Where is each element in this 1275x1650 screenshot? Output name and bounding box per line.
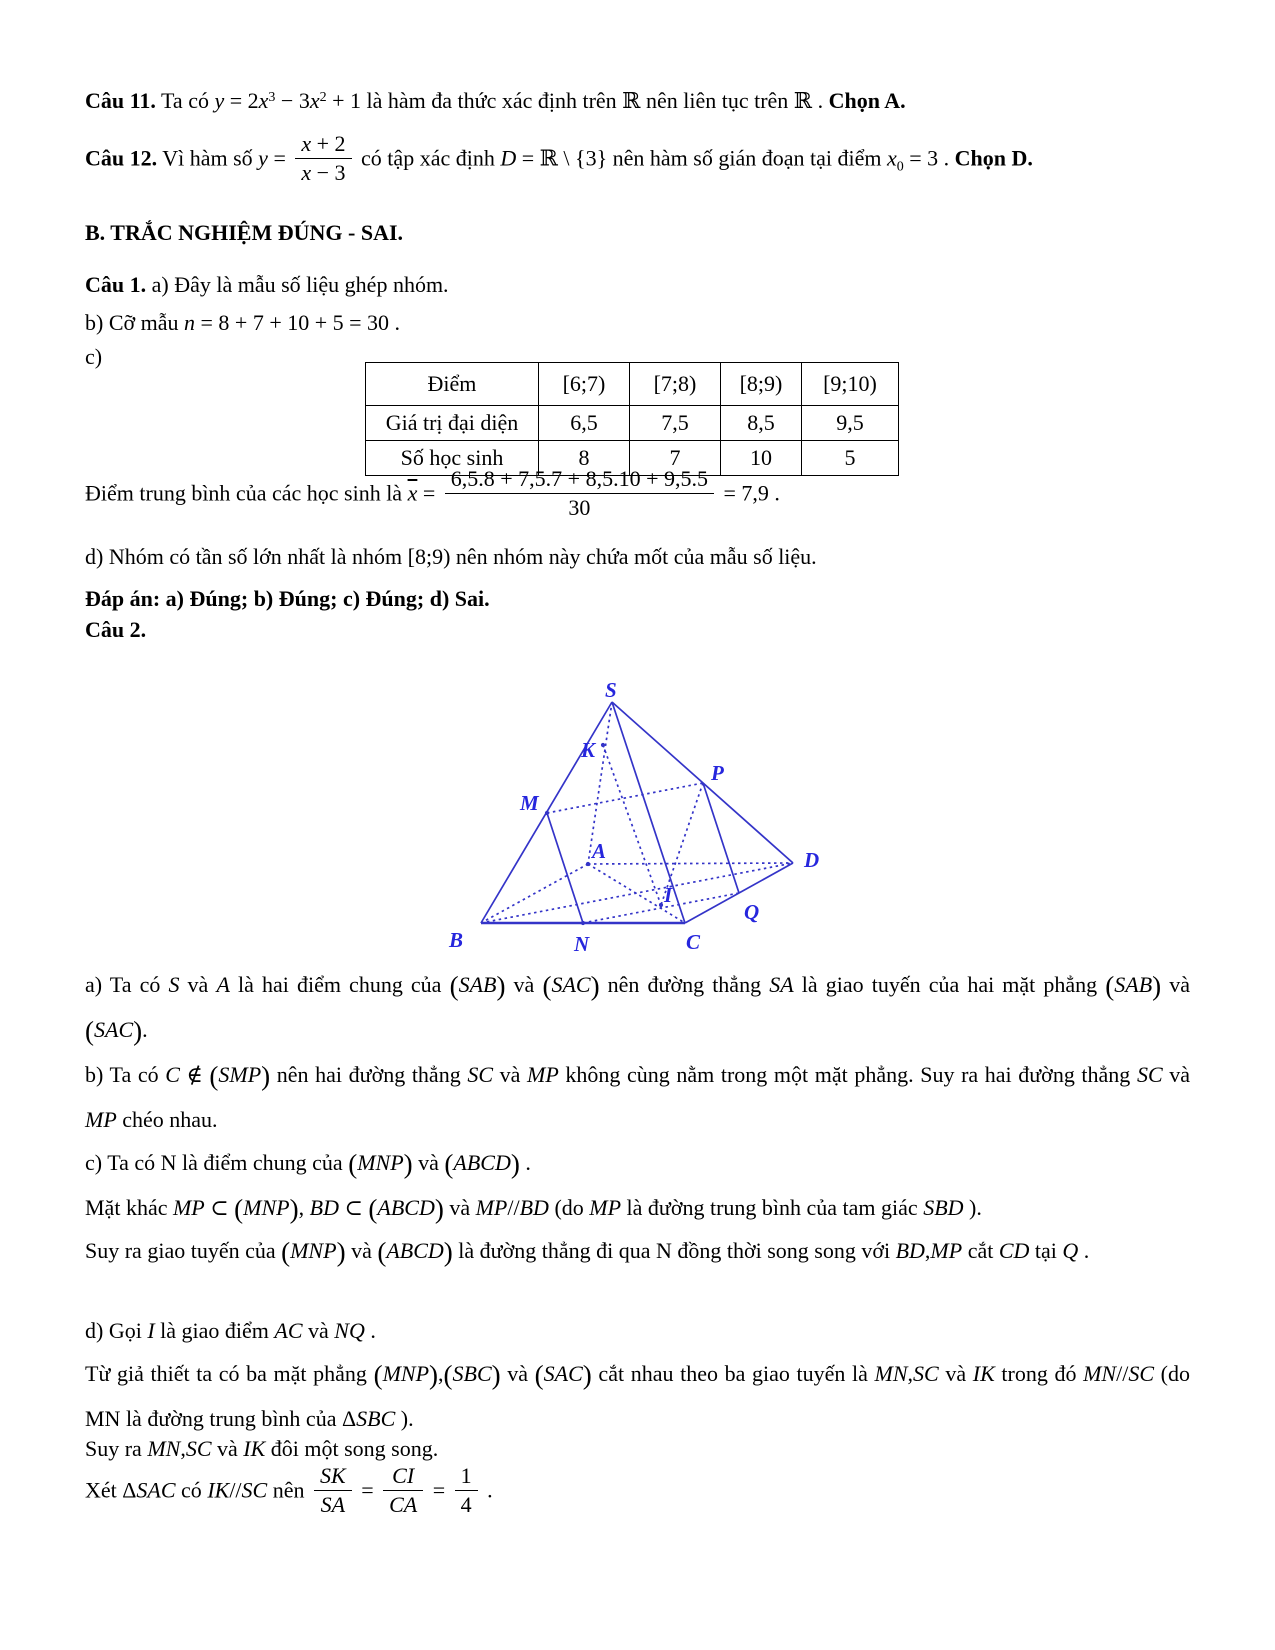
text-segment: c) Ta có N là điểm chung của [85, 1150, 349, 1175]
q2-part-c-line2 [85, 1185, 1190, 1230]
text-segment: b) Ta có [85, 1062, 166, 1087]
text-segment: Xét Δ [85, 1477, 137, 1503]
text-segment: Ta có [155, 88, 215, 113]
text-segment: ( [443, 1360, 453, 1390]
text-segment: và [302, 1318, 335, 1343]
math-segment: SAB [1114, 972, 1153, 997]
point-label-A: A [592, 839, 607, 863]
table-row [366, 406, 899, 441]
point-label-I: I [664, 883, 673, 907]
math-segment: x [301, 160, 312, 185]
math-segment: SMP [218, 1062, 262, 1087]
text-segment: 2 [319, 90, 327, 105]
math-segment: BD [519, 1195, 549, 1220]
point-label-Q: Q [744, 900, 760, 924]
text-segment: + 2 [311, 131, 346, 156]
text-segment: Câu 2. [85, 617, 147, 642]
table-cell: 7 [630, 441, 721, 476]
text-segment: = 2 [224, 88, 259, 113]
text-segment: ⊂ [204, 1195, 235, 1220]
text-segment: ( [449, 971, 459, 1001]
math-segment: MP [475, 1195, 508, 1220]
math-segment: SBD [923, 1195, 964, 1220]
q2-part-b-solution [85, 1052, 1190, 1142]
point-label-M: M [520, 791, 539, 815]
text-segment: 30 [568, 495, 591, 520]
math-segment: MP [85, 1107, 117, 1132]
text-segment: nên hai đường thẳng [270, 1062, 468, 1087]
question-11-solution [85, 75, 1190, 123]
text-segment: . [364, 1318, 376, 1343]
math-segment: SC [1128, 1361, 1155, 1386]
text-segment: ) [582, 1360, 592, 1390]
text-segment [455, 1462, 478, 1490]
text-segment: Câu 12. [85, 145, 158, 171]
text-segment: ( [542, 971, 552, 1001]
text-segment: ( [444, 1149, 454, 1179]
point-label-P: P [711, 761, 724, 785]
text-segment: Vì hàm số [157, 145, 259, 171]
math-segment: MNP [290, 1238, 337, 1263]
table-cell: [6;7) [539, 363, 630, 406]
text-segment: B. TRẮC NGHIỆM ĐÚNG - SAI. [85, 220, 404, 245]
math-segment: IK [207, 1477, 230, 1503]
point-label-K: K [581, 738, 596, 762]
fraction [445, 465, 714, 522]
point-label-N: N [574, 932, 590, 956]
text-segment: − 3 [311, 160, 346, 185]
math-segment: C [165, 1062, 180, 1087]
text-segment: và [938, 1361, 973, 1386]
math-segment: CI [392, 1463, 415, 1488]
text-segment: 0 [896, 159, 904, 175]
math-segment: MN [1083, 1361, 1117, 1386]
edge-NQ [583, 893, 739, 923]
text-segment [445, 465, 714, 493]
math-segment: MNP [243, 1195, 290, 1220]
math-segment: SAB [458, 972, 497, 997]
text-segment: ( [281, 1237, 291, 1267]
text-segment [295, 158, 351, 187]
text-segment: = [427, 1477, 451, 1503]
math-segment: SAC [543, 1361, 583, 1386]
text-segment: và [211, 1436, 244, 1461]
table-cell: 8 [539, 441, 630, 476]
text-segment: Điểm trung bình của các học sinh là [85, 480, 408, 506]
q2-part-c-line1 [85, 1140, 1190, 1185]
math-segment: ABCD [453, 1150, 511, 1175]
text-segment: ⊂ [338, 1195, 369, 1220]
math-segment: I [147, 1318, 155, 1343]
text-segment: a) Đây là mẫu số liệu ghép nhóm. [146, 272, 449, 297]
text-segment: ) [133, 1016, 143, 1046]
math-segment: x [258, 88, 269, 113]
fraction [383, 1462, 423, 1519]
fraction [314, 1462, 352, 1519]
text-segment: là đường thẳng đi qua N đồng thời song song với [452, 1238, 896, 1263]
text-segment: ). [395, 1406, 414, 1431]
pyramid-svg [420, 636, 832, 964]
text-segment: và [443, 1195, 476, 1220]
math-segment: MNP [357, 1150, 404, 1175]
text-segment: có [175, 1477, 208, 1503]
text-segment: , [907, 1361, 914, 1386]
text-segment: . [142, 1017, 148, 1042]
point-dot-M [545, 811, 549, 815]
edge-AD [588, 863, 793, 864]
text-segment: trong đó [994, 1361, 1084, 1386]
text-segment: = [355, 1477, 380, 1503]
text-segment: ) [443, 1237, 453, 1267]
text-segment: , [438, 1361, 444, 1386]
table-cell: 9,5 [802, 406, 899, 441]
text-segment: nên đường thẳng [599, 972, 770, 997]
text-segment: = ℝ \ {3} nên hàm số gián đoạn tại điểm [516, 145, 887, 171]
text-segment: ) [289, 1194, 299, 1224]
math-segment: SAC [551, 972, 591, 997]
text-segment: − 3 [275, 88, 310, 113]
text-segment: Chọn A. [828, 88, 906, 113]
text-segment: 1 [460, 1463, 472, 1488]
math-segment: SBC [452, 1361, 492, 1386]
math-segment: S [168, 972, 180, 997]
q2-part-d-line1 [85, 1308, 1190, 1353]
text-segment: là giao điểm [154, 1318, 275, 1343]
text-segment: và [412, 1150, 445, 1175]
text-segment: là hai điểm chung của [229, 972, 450, 997]
text-segment: $\overline{x}$ [407, 480, 418, 506]
point-dot-I [659, 903, 663, 907]
text-segment: ) [496, 971, 506, 1001]
text-segment [314, 1462, 352, 1490]
text-segment: ( [534, 1360, 544, 1390]
point-dot-A [586, 862, 590, 866]
math-segment: IK [972, 1361, 995, 1386]
text-segment: ∉ [179, 1062, 210, 1087]
text-segment [314, 1490, 352, 1519]
math-segment: AC [274, 1318, 303, 1343]
text-segment: + 1 là hàm đa thức xác định trên ℝ nên liên tục trên ℝ . [326, 88, 829, 113]
q2-part-a-solution [85, 962, 1190, 1052]
text-segment: Đáp án: a) Đúng; b) Đúng; c) Đúng; d) Sai. [85, 586, 490, 611]
math-segment: SC [1136, 1062, 1163, 1087]
text-segment: ). [963, 1195, 982, 1220]
math-segment: y [214, 88, 225, 113]
text-segment: Chọn D. [954, 145, 1033, 171]
text-segment: là đường trung bình của tam giác [621, 1195, 924, 1220]
math-segment: MN [147, 1436, 181, 1461]
point-label-S: S [605, 678, 617, 702]
text-segment [455, 1490, 478, 1519]
edge-MP [547, 783, 703, 813]
text-segment: , [180, 1436, 186, 1461]
edge-AB [481, 864, 588, 923]
text-segment: ) [510, 1149, 520, 1179]
text-segment: d) Gọi [85, 1318, 148, 1343]
math-segment: SC [467, 1062, 493, 1087]
text-segment [445, 493, 714, 522]
text-segment: ( [348, 1149, 358, 1179]
math-segment: SAC [94, 1017, 134, 1042]
text-segment: tại [1029, 1238, 1063, 1263]
math-segment: MP [589, 1195, 622, 1220]
text-segment: Mặt khác [85, 1195, 173, 1220]
math-segment: MN [874, 1361, 908, 1386]
fraction [455, 1462, 478, 1519]
math-segment: CA [389, 1492, 418, 1517]
text-segment: ( [368, 1194, 378, 1224]
math-segment: ABCD [377, 1195, 435, 1220]
point-label-B: B [449, 928, 464, 952]
text-segment: , [924, 1238, 931, 1263]
text-segment: = 8 + 7 + 10 + 5 = 30 . [195, 310, 401, 335]
text-segment: b) Cỡ mẫu [85, 310, 185, 335]
table-cell: Giá trị đại diện [366, 406, 539, 441]
q2-part-c-line3 [85, 1228, 1190, 1273]
q2-part-d-ratio-line [85, 1464, 1190, 1521]
text-segment: nên [267, 1477, 310, 1503]
table-cell: Điểm [366, 363, 539, 406]
table-cell: Số học sinh [366, 441, 539, 476]
table-cell: [7;8) [630, 363, 721, 406]
table-cell: 5 [802, 441, 899, 476]
math-segment: NQ [334, 1318, 365, 1343]
geometry-figure [420, 636, 832, 964]
math-segment: x [309, 88, 320, 113]
text-segment: Suy ra giao tuyến của [85, 1238, 282, 1263]
math-segment: MP [527, 1062, 559, 1087]
text-segment: không cùng nằm trong một mặt phẳng. Suy ra hai đường thẳng [558, 1062, 1137, 1087]
text-segment: Suy ra [85, 1436, 148, 1461]
text-segment: ( [209, 1061, 219, 1091]
math-segment: ABCD [386, 1238, 444, 1263]
math-segment: Q [1062, 1238, 1079, 1263]
text-segment: 3 [268, 90, 276, 105]
math-segment: SAC [136, 1477, 176, 1503]
math-segment: SA [769, 972, 794, 997]
text-segment: c) [85, 344, 103, 369]
math-segment: SC [913, 1361, 939, 1386]
math-segment: SK [320, 1463, 346, 1488]
text-segment: ) [403, 1149, 413, 1179]
math-segment: A [216, 972, 230, 997]
text-segment: (do [548, 1195, 590, 1220]
text-segment: ( [234, 1194, 244, 1224]
text-segment [383, 1490, 423, 1519]
text-segment: = 3 . [903, 145, 955, 171]
text-segment: ( [377, 1237, 387, 1267]
frequency-table [365, 362, 899, 476]
text-segment: Câu 11. [85, 88, 156, 113]
point-dot-K [601, 743, 605, 747]
text-segment: ( [373, 1360, 383, 1390]
text-segment: = [267, 145, 292, 171]
text-segment: là giao tuyến của hai mặt phẳng [793, 972, 1106, 997]
math-segment: SBC [356, 1406, 396, 1431]
table-cell: 6,5 [539, 406, 630, 441]
math-segment: BD [895, 1238, 925, 1263]
text-segment: đôi một song song. [265, 1436, 439, 1461]
text-segment [295, 130, 351, 158]
table-cell: 10 [721, 441, 802, 476]
math-segment: n [184, 310, 196, 335]
math-segment: BD [309, 1195, 339, 1220]
text-segment: // [1116, 1361, 1129, 1386]
text-segment: cắt [962, 1238, 999, 1263]
text-segment: và [179, 972, 217, 997]
math-segment: IK [243, 1436, 266, 1461]
math-segment: SC [185, 1436, 212, 1461]
point-dot-N [581, 921, 585, 925]
text-segment: . [481, 1477, 493, 1503]
math-segment: MP [172, 1195, 205, 1220]
text-segment: và [1161, 972, 1191, 997]
text-segment: ) [429, 1360, 439, 1390]
text-segment: = [417, 480, 441, 506]
text-segment: Câu 1. [85, 272, 147, 297]
fraction [295, 130, 351, 187]
math-segment: MP [930, 1238, 963, 1263]
text-segment: ( [1105, 971, 1115, 1001]
text-segment: , [298, 1195, 310, 1220]
math-segment: D [500, 145, 517, 171]
table-cell: [8;9) [721, 363, 802, 406]
text-segment: . [519, 1150, 531, 1175]
table-cell: 8,5 [721, 406, 802, 441]
text-segment: và [505, 972, 543, 997]
text-segment: và [493, 1062, 527, 1087]
text-segment: Từ giả thiết ta có ba mặt phẳng [85, 1361, 374, 1386]
question-12-solution [85, 132, 1190, 190]
text-segment: ) [491, 1360, 501, 1390]
text-segment: chéo nhau. [116, 1107, 218, 1132]
mean-formula-line [85, 467, 1190, 524]
point-label-C: C [686, 930, 701, 954]
text-segment: và [500, 1361, 535, 1386]
text-segment: ( [85, 1016, 94, 1046]
text-segment: 6,5.8 + 7,5.7 + 8,5.10 + 9,5.5 [450, 466, 708, 491]
question-1-part-d [85, 534, 1190, 579]
text-segment: // [507, 1195, 520, 1220]
table-cell: 7,5 [630, 406, 721, 441]
math-segment: x [886, 145, 897, 171]
text-segment: d) Nhóm có tần số lớn nhất là nhóm [8;9) nên nhóm này chứa mốt của mẫu số liệu. [85, 544, 817, 569]
math-segment: MNP [382, 1361, 430, 1386]
text-segment: . [1078, 1238, 1090, 1263]
text-segment: ) [336, 1237, 346, 1267]
math-segment: x [301, 131, 312, 156]
text-segment [383, 1462, 423, 1490]
text-segment: // [229, 1477, 242, 1503]
text-segment: có tập xác định [355, 145, 501, 171]
math-segment: CD [998, 1238, 1030, 1263]
text-segment: ) [434, 1194, 444, 1224]
text-segment: ) [261, 1061, 271, 1091]
text-segment: (do MN là đường trung bình của Δ [85, 1361, 1190, 1431]
text-segment: a) Ta có [85, 972, 169, 997]
text-segment: và [345, 1238, 378, 1263]
math-segment: SA [320, 1492, 346, 1517]
math-segment: y [258, 145, 268, 171]
text-segment: và [1162, 1062, 1191, 1087]
text-segment: cắt nhau theo ba giao tuyến là [591, 1361, 875, 1386]
table-cell: [9;10) [802, 363, 899, 406]
text-segment: ) [1152, 971, 1162, 1001]
math-segment: SC [241, 1477, 268, 1503]
section-b-heading [85, 210, 1190, 255]
text-segment: = 7,9 . [718, 480, 780, 506]
text-segment: 4 [460, 1492, 472, 1517]
point-label-D: D [804, 848, 820, 872]
table-row [366, 363, 899, 406]
text-segment: ) [590, 971, 600, 1001]
